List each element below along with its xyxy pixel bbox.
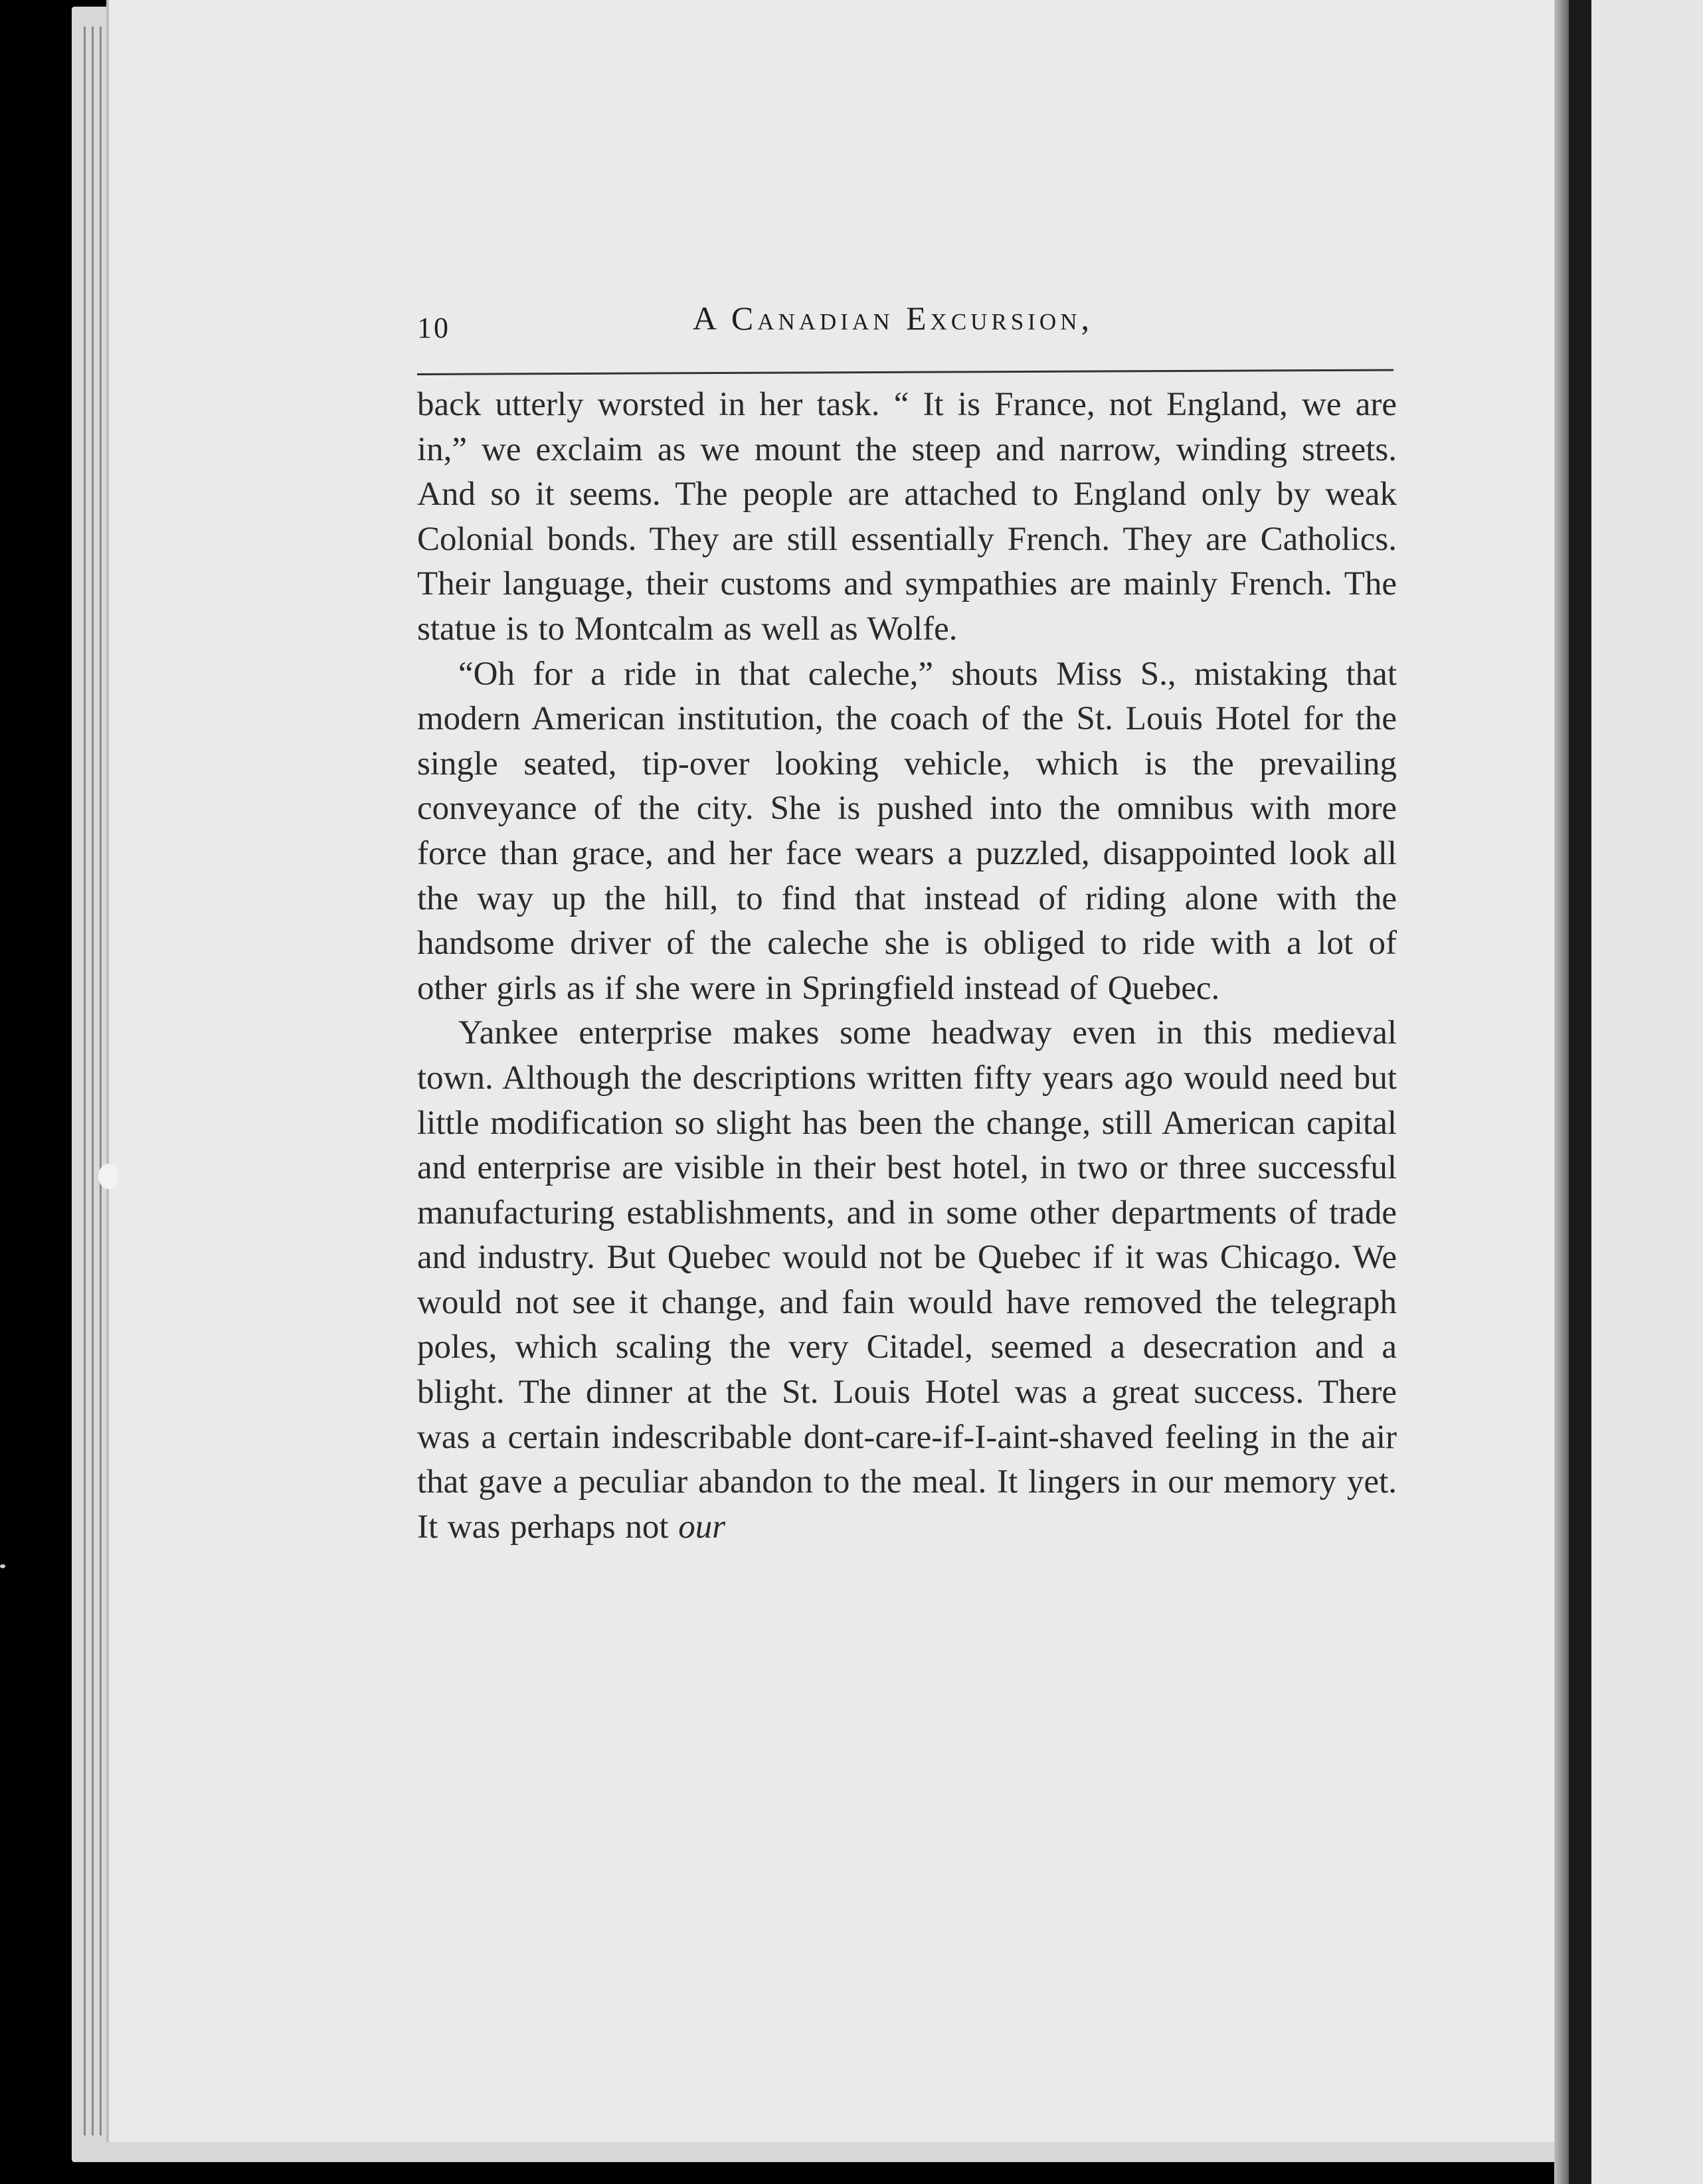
page-edge-line (92, 27, 94, 2136)
page-spine-shadow (1554, 0, 1570, 2184)
page-edge-line (100, 27, 102, 2136)
page-edge-line (84, 27, 86, 2136)
page-number: 10 (417, 312, 450, 344)
facing-page-edge (1591, 0, 1703, 2184)
paragraph-text: Yankee enterprise makes some headway even in this medieval town. Although the descriptions written fifty years ago would need but little modification so slight has been the change, still American capital and enterprise are visible in their best hotel, in two or three successful manufacturing establishments, and in some other departments of trade and industry. But Quebec would not be Quebec if it was Chicago. We would not see it change, and fain would have removed the telegraph poles, which scaling the very Citadel, seemed a desecration and a blight. The dinner at the St. Louis Hotel was a great success. There was a certain indescribable dont-care-if-I-aint-shaved feeling in the air that gave a peculiar abandon to the meal. It lingers in our memory yet. It was perhaps not (417, 1014, 1397, 1546)
book-gutter (1569, 0, 1593, 2184)
paragraph: “Oh for a ride in that caleche,” shouts Miss S., mistaking that modern American institution, the coach of the St. Louis Hotel for the single seated, tip-over looking vehicle, which is the prevailing conveyance of the city. She is pushed into the omnibus with more force than grace, and her face wears a puzzled, disappointed look all the way up the hill, to find that instead of riding alone with the handsome driver of the caleche she is obliged to ride with a lot of other girls as if she were in Springfield instead of Quebec. (417, 655, 1397, 1007)
scan-dust-speck (0, 1564, 5, 1568)
paragraph (417, 1011, 1397, 1550)
paragraph: back utterly worsted in her task. “ It is France, not England, we are in,” we exclaim as we mount the steep and narrow, winding streets. And so it seems. The people are attached to England only by weak Colonial bonds. They are still essentially French. They are Catholics. Their language, their customs and sympathies are mainly French. The statue is to Montcalm as well as Wolfe. (417, 386, 1397, 648)
running-title: A Canadian Excursion, (693, 300, 1093, 337)
running-header (417, 299, 1393, 352)
italic-word: our (678, 1508, 726, 1546)
scan-dust-speck (98, 1164, 118, 1189)
body-text (417, 383, 1397, 1550)
